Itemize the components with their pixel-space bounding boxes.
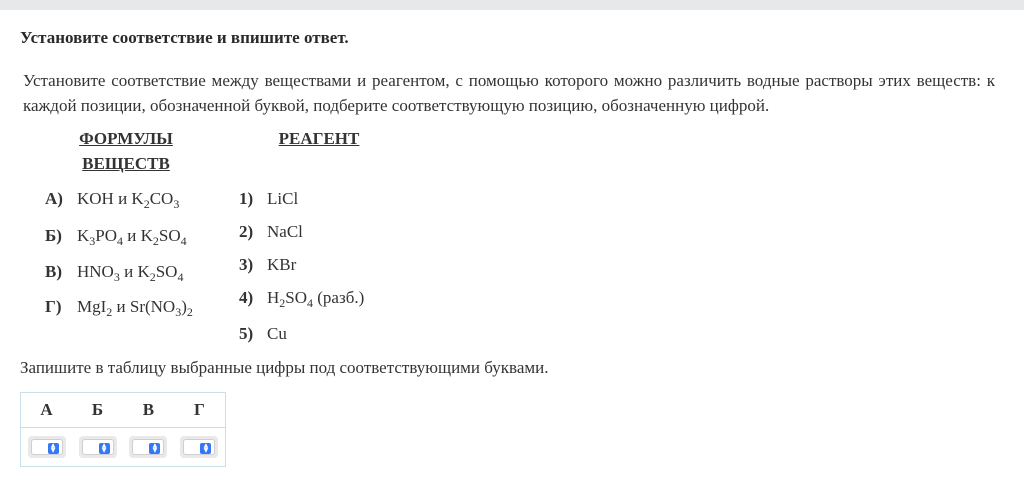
select-arrows-icon: ▲ ▼ [200, 443, 211, 454]
answer-select-a[interactable] [28, 436, 66, 458]
substance-formula: $K_3PO_4$ и $K_2SO_4$ [77, 226, 187, 248]
substance-label: Б) [45, 226, 62, 245]
select-arrows-icon: ▲ ▼ [48, 443, 59, 454]
answer-cell-v [123, 428, 174, 467]
substance-label: Г) [45, 297, 62, 316]
reagent-formula: NaCl [267, 222, 303, 241]
reagent-formula: KBr [267, 255, 297, 274]
reagent-formula: LiCl [267, 189, 299, 208]
reagent-label: 3) [239, 255, 254, 274]
column-header-substances [70, 126, 182, 176]
reagent-formula: $H_2SO_4$ (разб.) [267, 288, 365, 310]
answer-instruction: Запишите в таблицу выбранные цифры под соответствующими буквами. [20, 358, 549, 377]
answer-table-header-row [21, 393, 226, 428]
select-arrows-icon: ▲ ▼ [99, 443, 110, 454]
substance-label: А) [45, 189, 63, 208]
answer-cell-b [72, 428, 123, 467]
column-header-substances-line1: ФОРМУЛЫ [79, 129, 173, 148]
answer-header-b: Б [72, 393, 123, 428]
answer-select-v[interactable] [129, 436, 167, 458]
substance-label: В) [45, 262, 62, 281]
answer-select-g[interactable] [180, 436, 218, 458]
reagent-label: 1) [239, 189, 254, 208]
answer-table-select-row [21, 428, 226, 467]
answer-header-v: В [123, 393, 174, 428]
reagent-label: 4) [239, 288, 254, 307]
answer-table [20, 392, 226, 467]
select-arrows-icon: ▲ ▼ [149, 443, 160, 454]
substance-formula: $HNO_3$ и $K_2SO_4$ [77, 262, 184, 284]
question-text: Установите соответствие между веществами и реагентом, с помощью которого можно различить водные растворы этих веществ: к каждой позиции, обозначенной буквой, подберите соответствующую позицию, обозначенную цифрой. [23, 71, 995, 115]
top-bar [0, 0, 1024, 10]
answer-select-b[interactable] [79, 436, 117, 458]
task-header: Установите соответствие и впишите ответ. [20, 28, 349, 47]
answer-cell-g [174, 428, 226, 467]
column-header-substances-line2: ВЕЩЕСТВ [82, 154, 170, 173]
reagent-formula: Cu [267, 324, 287, 343]
column-header-reagent: РЕАГЕНТ [278, 129, 360, 148]
answer-header-g: Г [174, 393, 226, 428]
substance-formula: KOH и $K_2CO_3$ [77, 189, 180, 211]
answer-cell-a [21, 428, 73, 467]
substance-formula: MgI$_2$ и $Sr(NO_3)_2$ [77, 297, 193, 319]
reagent-label: 5) [239, 324, 254, 343]
reagent-label: 2) [239, 222, 254, 241]
answer-header-a: А [21, 393, 73, 428]
